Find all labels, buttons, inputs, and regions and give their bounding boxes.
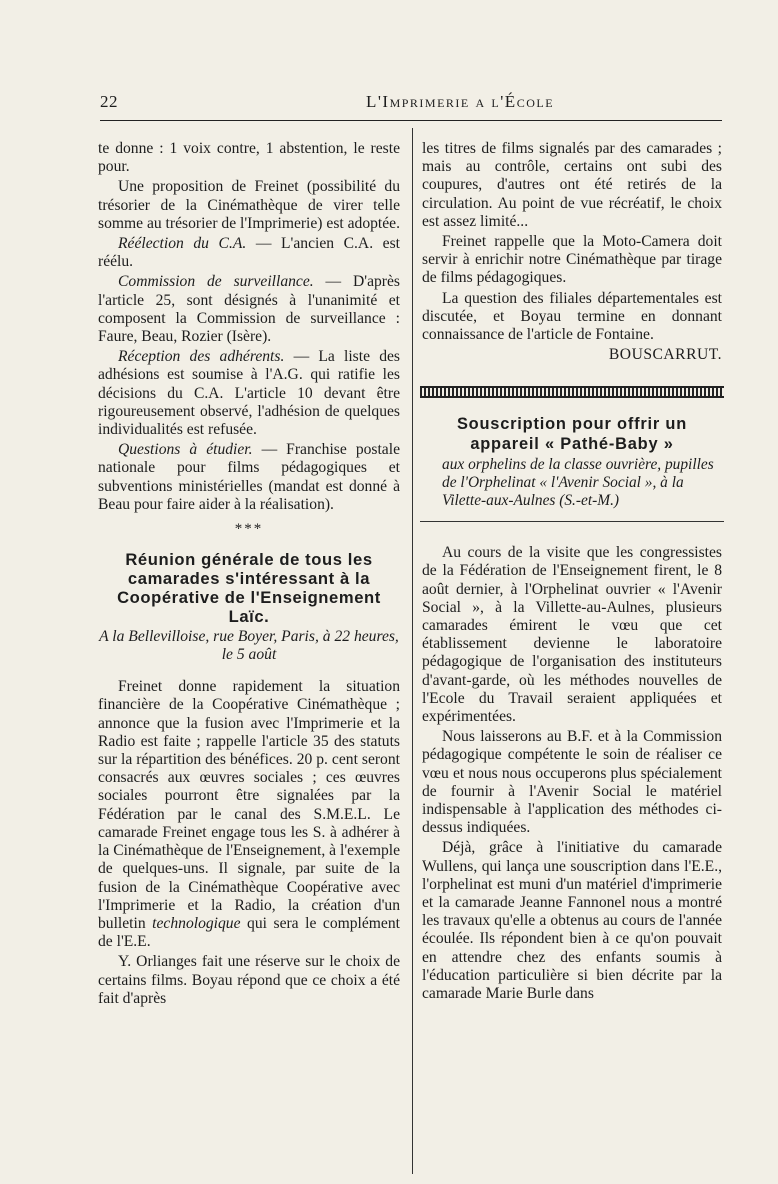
paragraph: Au cours de la visite que les congressistes de la Fédération de l'Enseignement firent, le 8 août dernier, à l'Orphelinat ouvrier « l'Avenir Social », à la Villette-au-Aulnes, plusieurs camarades émirent le vœu que cet établissement devienne le laboratoire pédagogique de l'organisation des instituteurs d'avant-garde, où les méthodes nouvelles de l'Ecole du Travail seraient appliquées et expérimentées. — [422, 544, 722, 726]
right-column — [422, 140, 722, 1005]
signature: BOUSCARRUT. — [608, 346, 722, 364]
subscription-title: Souscription pour offrir un appareil « Pathé-Baby » — [456, 415, 688, 454]
paragraph — [98, 678, 400, 951]
paragraph-text: — D'après l'article 25, sont désignés à l'unanimité et composent la Commission de surveillance : Faure, Beau, Rozier (Isère). — [98, 273, 400, 346]
paragraph-text: qui sera le complément de l'E.E. — [98, 914, 400, 951]
decorative-rule — [420, 386, 724, 398]
running-title: L'Imprimerie a l'École — [365, 92, 555, 111]
paragraph: les titres de films signalés par des camarades ; mais au contrôle, certains ont subi des coupures, d'autres ont été retirés de la circulation. Au point de vue récréatif, le choix est assez limité... — [422, 140, 722, 230]
paragraph-label: Réception des adhérents. — [118, 348, 285, 366]
paragraph — [98, 348, 400, 439]
paragraph: Nous laisserons au B.F. et à la Commission pédagogique compétente le soin de réaliser ce vœu et nous nous occuperons plus spécialement de fournir à l'Avenir Social le matériel indispensable à l'application des méthodes ci-dessus indiquées. — [422, 728, 722, 837]
paragraph-text: — La liste des adhésions est soumise à l'A.G. qui ratifie les décisions du C.A. L'article 10 devant être rigoureusement observé, l'adhésion de quelques individualités est refusée. — [98, 348, 400, 439]
paragraph-label: Réélection du C.A. — [118, 235, 247, 253]
paragraph-label: Questions à étudier. — [118, 441, 253, 459]
paragraph: Y. Orlianges fait une réserve sur le choix de certains films. Boyau répond que ce choix a été fait d'après — [98, 953, 400, 1007]
paragraph — [98, 441, 400, 514]
paragraph: te donne : 1 voix contre, 1 abstention, le reste pour. — [98, 140, 400, 176]
paragraph-text: — L'ancien C.A. est réélu. — [98, 235, 400, 271]
separator-line — [420, 521, 724, 522]
paragraph — [98, 273, 400, 346]
subscription-subtitle: aux orphelins de la classe ouvrière, pupilles de l'Orphelinat « l'Avenir Social », à la Vilette-aux-Aulnes (S.-et-M.) — [442, 456, 714, 509]
page-number: 22 — [100, 92, 118, 111]
left-column — [98, 140, 400, 1010]
section-title: Réunion générale de tous les camarades s'intéressant à la Coopérative de l'Enseignement Laïc. — [117, 550, 381, 627]
paragraph: La question des filiales départementales est discutée, et Boyau termine en donnant connaissance de l'article de Fontaine. — [422, 289, 722, 344]
section-separator-stars: *** — [234, 521, 264, 538]
paragraph-text: — Franchise postale nationale pour films pédagogiques et subventions ministérielles (mandat est donné à Beau pour faire aider à la réalisation). — [98, 441, 400, 513]
emphasis: technologique — [152, 914, 241, 932]
section-subtitle: A la Bellevilloise, rue Boyer, Paris, à 22 heures, le 5 août — [99, 628, 399, 664]
paragraph: Freinet rappelle que la Moto-Camera doit servir à enrichir notre Cinémathèque par tirage de films pédagogiques. — [422, 233, 722, 287]
paragraph-label: Commission de surveillance. — [118, 273, 314, 291]
page-header — [100, 90, 722, 121]
paragraph — [98, 235, 400, 271]
column-divider — [412, 128, 413, 1174]
paragraph: Une proposition de Freinet (possibilité du trésorier de la Cinémathèque de virer telle somme au trésorier de l'Imprimerie) est adoptée. — [98, 178, 401, 232]
paragraph: Déjà, grâce à l'initiative du camarade Wullens, qui lança une souscription dans l'E.E., l'orphelinat est muni d'un matériel d'imprimerie et la camarade Jeanne Fannonel nous a montré les travaux qu'elle a obtenus au cours de l'année écoulée. Ils répondent bien à ce qu'on pouvait en attendre chez des enfants soumis à l'éducation particulière si bien décrite par la camarade Marie Burle dans — [422, 839, 722, 1003]
paragraph-text: Freinet donne rapidement la situation financière de la Coopérative Cinémathèque ; annonce que la fusion avec l'Imprimerie et la Radio est faite ; rappelle l'article 35 des statuts sur la répartition des bénéfices. 20 p. cent seront consacrés aux œuvres sociales ; ces œuvres sociales pourront être signalées par la Fédération par le canal des S.M.E.L. Le camarade Freinet engage tous les S. à adhérer à la Cinémathèque de l'Enseignement, à l'exemple de quelques-uns. Il signale, par suite de la fusion de la Cinémathèque Coopérative avec l'Imprimerie et la Radio, la création d'un bulletin — [98, 678, 400, 932]
